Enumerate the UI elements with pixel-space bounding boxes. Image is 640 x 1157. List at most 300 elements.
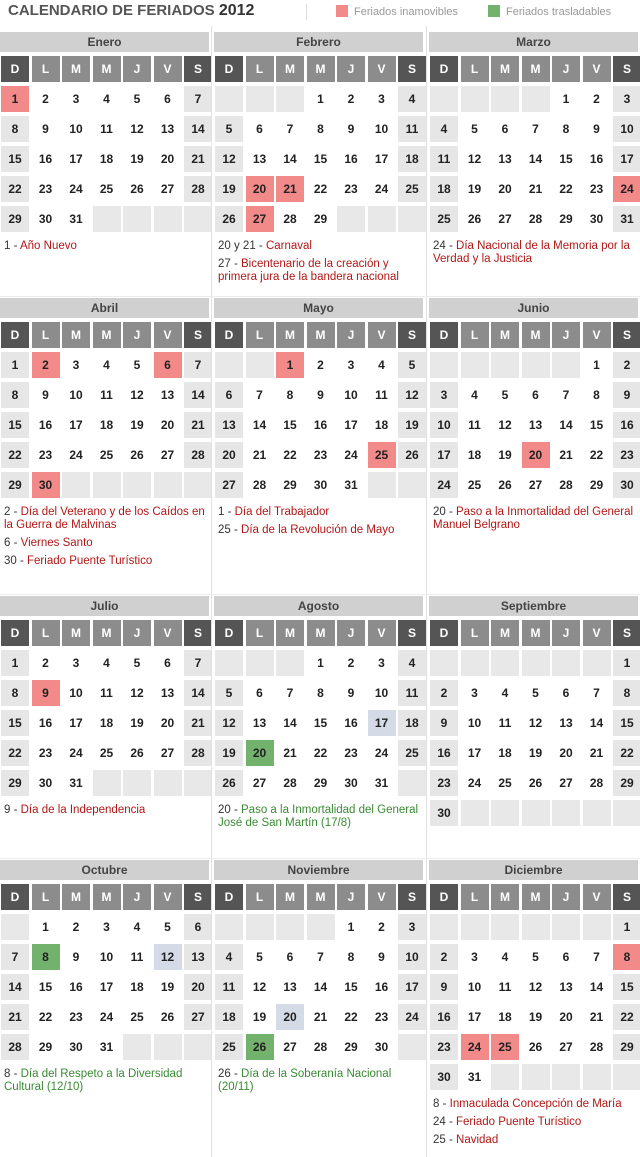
calendar-day: 4 [93, 352, 121, 378]
holiday-name: Feriado Puente Turístico [456, 1116, 582, 1128]
calendar-day: 9 [32, 382, 60, 408]
month-noviembre [214, 860, 423, 1099]
weekday-header: V [583, 56, 611, 82]
calendar-day: 17 [430, 442, 458, 468]
holiday-note [433, 1134, 634, 1147]
empty-day [215, 86, 243, 112]
holiday-note [433, 1098, 634, 1111]
month-grid [429, 322, 638, 502]
calendar-day: 18 [368, 412, 396, 438]
holiday-note [218, 1068, 419, 1094]
calendar-day: 4 [93, 86, 121, 112]
empty-day [491, 800, 519, 826]
calendar-day: 26 [522, 770, 550, 796]
month-grid [214, 56, 423, 236]
calendar-day: 4 [398, 86, 426, 112]
calendar-day: 25 [398, 740, 426, 766]
calendar-day: 24 [62, 176, 90, 202]
month-grid [0, 56, 209, 236]
calendar-day: 31 [62, 206, 90, 232]
calendar-day: 4 [93, 650, 121, 676]
calendar-day: 19 [461, 176, 489, 202]
holiday-notes [433, 1098, 634, 1147]
calendar-day: 14 [1, 974, 29, 1000]
calendar-day: 24 [93, 1004, 121, 1030]
calendar-day: 6 [246, 116, 274, 142]
weekday-header: M [276, 620, 304, 646]
calendar-day: 6 [184, 914, 212, 940]
month-septiembre [429, 596, 638, 834]
calendar-day: 11 [398, 116, 426, 142]
empty-day [215, 352, 243, 378]
calendar-day: 28 [1, 1034, 29, 1060]
calendar-day: 6 [154, 86, 182, 112]
weekday-header: D [1, 56, 29, 82]
holiday-day: 24 [613, 176, 640, 202]
calendar-day: 22 [337, 1004, 365, 1030]
holiday-day: 20 [246, 740, 274, 766]
calendar-day: 17 [613, 146, 640, 172]
holiday-note [218, 240, 419, 253]
holiday-name: Día de la Independencia [20, 804, 146, 816]
weekday-header: V [154, 620, 182, 646]
calendar-day: 2 [337, 86, 365, 112]
holiday-day: 30 [32, 472, 60, 498]
empty-day [276, 86, 304, 112]
empty-day [583, 800, 611, 826]
calendar-day: 29 [307, 770, 335, 796]
empty-day [93, 770, 121, 796]
weekday-header: D [215, 322, 243, 348]
calendar-day: 1 [32, 914, 60, 940]
holiday-note [218, 506, 419, 519]
weekday-header: L [246, 884, 274, 910]
weekday-header: M [62, 620, 90, 646]
calendar-day: 22 [307, 740, 335, 766]
empty-day [93, 472, 121, 498]
calendar-day: 28 [184, 740, 212, 766]
calendar-day: 24 [461, 770, 489, 796]
calendar-day: 21 [184, 710, 212, 736]
weekday-header: M [522, 56, 550, 82]
calendar-day: 8 [613, 680, 640, 706]
calendar-day: 14 [583, 974, 611, 1000]
calendar-day: 8 [337, 944, 365, 970]
weekday-header: J [552, 56, 580, 82]
holiday-date: 8 - [4, 1068, 21, 1080]
empty-day [123, 472, 151, 498]
calendar-day: 17 [368, 146, 396, 172]
calendar-day: 23 [32, 740, 60, 766]
empty-day [552, 352, 580, 378]
weekday-header: M [276, 884, 304, 910]
calendar-day: 14 [184, 116, 212, 142]
calendar-day: 15 [1, 710, 29, 736]
weekday-header: M [522, 884, 550, 910]
holiday-name: Carnaval [265, 240, 312, 252]
weekday-header: S [398, 322, 426, 348]
calendar-day: 23 [613, 442, 640, 468]
calendar-day: 15 [583, 412, 611, 438]
weekday-header: S [184, 620, 212, 646]
weekday-header: D [430, 620, 458, 646]
holiday-date: 20 - [218, 804, 242, 816]
weekday-header: M [62, 884, 90, 910]
month-octubre [0, 860, 209, 1099]
weekday-header: D [430, 56, 458, 82]
holiday-name: Día del Veterano y de los Caídos en la Guerra de Malvinas [4, 506, 205, 531]
calendar-day: 18 [491, 740, 519, 766]
calendar-day: 27 [246, 770, 274, 796]
weekday-header: M [307, 620, 335, 646]
holiday-date: 20 - [433, 506, 457, 518]
calendar-day: 27 [154, 740, 182, 766]
calendar-day: 28 [552, 472, 580, 498]
calendar-day: 18 [461, 442, 489, 468]
calendar-day: 14 [246, 412, 274, 438]
holiday-day: 9 [32, 680, 60, 706]
empty-day [184, 770, 212, 796]
month-abril [0, 298, 209, 573]
weekday-header: L [32, 620, 60, 646]
holiday-date: 1 - [4, 240, 20, 252]
empty-day [154, 472, 182, 498]
calendar-day: 12 [215, 146, 243, 172]
calendar-day: 18 [398, 146, 426, 172]
calendar-day: 16 [307, 412, 335, 438]
legend-swatch-red [336, 5, 348, 17]
calendar-day: 9 [337, 116, 365, 142]
empty-day [583, 1064, 611, 1090]
calendar-day: 13 [154, 680, 182, 706]
calendar-day: 18 [491, 1004, 519, 1030]
calendar-day: 13 [552, 974, 580, 1000]
calendar-day: 17 [62, 412, 90, 438]
empty-day [184, 206, 212, 232]
calendar-day: 13 [276, 974, 304, 1000]
month-name: Abril [0, 298, 209, 318]
calendar-day: 15 [613, 974, 640, 1000]
holiday-name: Año Nuevo [19, 240, 77, 252]
weekday-header: D [1, 884, 29, 910]
weekday-header: J [337, 620, 365, 646]
holiday-day: 8 [613, 944, 640, 970]
calendar-day: 7 [552, 382, 580, 408]
calendar-day: 25 [93, 740, 121, 766]
weekday-header: M [491, 620, 519, 646]
weekday-header: S [398, 620, 426, 646]
weekday-header: D [215, 884, 243, 910]
calendar-day: 17 [93, 974, 121, 1000]
calendar-day: 21 [522, 176, 550, 202]
calendar-day: 31 [461, 1064, 489, 1090]
month-name: Septiembre [429, 596, 638, 616]
calendar-day: 20 [491, 176, 519, 202]
calendar-day: 25 [93, 442, 121, 468]
calendar-day: 21 [184, 146, 212, 172]
month-name: Marzo [429, 32, 638, 52]
weekday-header: S [184, 322, 212, 348]
empty-day [1, 914, 29, 940]
weekday-header: L [246, 322, 274, 348]
calendar-day: 2 [307, 352, 335, 378]
calendar-day: 18 [93, 146, 121, 172]
calendar-day: 16 [32, 710, 60, 736]
calendar-day: 30 [32, 770, 60, 796]
calendar-day: 7 [1, 944, 29, 970]
calendar-day: 5 [215, 680, 243, 706]
weekday-header: S [613, 884, 640, 910]
weekday-header: J [123, 322, 151, 348]
empty-day [123, 1034, 151, 1060]
calendar-day: 27 [154, 176, 182, 202]
month-enero [0, 32, 209, 258]
month-name: Noviembre [214, 860, 423, 880]
month-febrero [214, 32, 423, 289]
calendar-day: 3 [62, 86, 90, 112]
calendar-day: 11 [93, 116, 121, 142]
calendar-day: 19 [398, 412, 426, 438]
calendar-day: 23 [62, 1004, 90, 1030]
month-grid [214, 620, 423, 800]
calendar-day: 23 [32, 176, 60, 202]
calendar-day: 4 [461, 382, 489, 408]
empty-day [154, 770, 182, 796]
calendar-day: 4 [398, 650, 426, 676]
weekday-header: D [1, 620, 29, 646]
calendar-day: 14 [276, 710, 304, 736]
column-divider [426, 26, 427, 1157]
calendar-day: 19 [246, 1004, 274, 1030]
weekday-header: L [32, 322, 60, 348]
calendar-day: 9 [430, 710, 458, 736]
calendar-day: 3 [62, 352, 90, 378]
calendar-day: 10 [368, 116, 396, 142]
holiday-day: 6 [154, 352, 182, 378]
calendar-day: 30 [337, 770, 365, 796]
calendar-day: 29 [276, 472, 304, 498]
calendar-day: 27 [522, 472, 550, 498]
holiday-notes [218, 506, 419, 537]
calendar-day: 13 [522, 412, 550, 438]
calendar-day: 28 [246, 472, 274, 498]
empty-day [368, 472, 396, 498]
holiday-day: 2 [32, 352, 60, 378]
calendar-day: 15 [276, 412, 304, 438]
calendar-day: 14 [552, 412, 580, 438]
calendar-day: 1 [307, 650, 335, 676]
calendar-day: 15 [32, 974, 60, 1000]
calendar-day: 10 [461, 710, 489, 736]
calendar-day: 13 [154, 382, 182, 408]
calendar-day: 5 [154, 914, 182, 940]
holiday-note [433, 240, 634, 266]
calendar-day: 26 [491, 472, 519, 498]
page-header [0, 0, 640, 26]
weekday-header: S [184, 884, 212, 910]
empty-day [491, 650, 519, 676]
calendar-day: 3 [368, 86, 396, 112]
calendar-day: 12 [123, 382, 151, 408]
legend-inamovibles: Feriados inamovibles [336, 5, 458, 18]
calendar-day: 10 [62, 116, 90, 142]
calendar-day: 17 [337, 412, 365, 438]
weekday-header: L [32, 884, 60, 910]
calendar-day: 22 [552, 176, 580, 202]
calendar-day: 2 [62, 914, 90, 940]
calendar-day: 23 [368, 1004, 396, 1030]
calendar-day: 11 [215, 974, 243, 1000]
empty-day [368, 206, 396, 232]
calendar-day: 12 [522, 974, 550, 1000]
holiday-name: Día del Respeto a la Diversidad Cultural (12/10) [4, 1068, 183, 1093]
holiday-date: 25 - [218, 524, 242, 536]
holiday-note [433, 506, 634, 532]
calendar-day: 29 [1, 206, 29, 232]
calendar-day: 2 [430, 680, 458, 706]
empty-day [215, 650, 243, 676]
calendar-day: 23 [430, 770, 458, 796]
calendar-day: 26 [123, 740, 151, 766]
calendar-day: 12 [215, 710, 243, 736]
calendar-day: 11 [368, 382, 396, 408]
calendar-day: 8 [583, 382, 611, 408]
weekday-header: M [62, 56, 90, 82]
holiday-name: Feriado Puente Turístico [27, 555, 153, 567]
holiday-notes [4, 506, 205, 568]
calendar-day: 14 [583, 710, 611, 736]
holiday-notes [433, 240, 634, 266]
month-julio [0, 596, 209, 822]
empty-day [522, 914, 550, 940]
empty-day [276, 650, 304, 676]
calendar-day: 22 [307, 176, 335, 202]
month-name: Diciembre [429, 860, 638, 880]
calendar-day: 1 [583, 352, 611, 378]
calendar-day: 5 [522, 680, 550, 706]
calendar-day: 3 [461, 944, 489, 970]
empty-day [522, 86, 550, 112]
calendar-day: 17 [62, 710, 90, 736]
weekday-header: D [430, 322, 458, 348]
month-grid [429, 620, 638, 830]
calendar-day: 2 [368, 914, 396, 940]
holiday-date: 9 - [4, 804, 21, 816]
holiday-name: Paso a la Inmortalidad del General Manuel Belgrano [433, 506, 634, 531]
calendar-day: 30 [307, 472, 335, 498]
calendar-day: 8 [1, 680, 29, 706]
calendar-day: 9 [368, 944, 396, 970]
calendar-day: 30 [32, 206, 60, 232]
month-diciembre [429, 860, 638, 1152]
calendar-day: 5 [246, 944, 274, 970]
calendar-day: 23 [337, 176, 365, 202]
month-marzo [429, 32, 638, 271]
calendar-day: 29 [337, 1034, 365, 1060]
empty-day [184, 1034, 212, 1060]
calendar-day: 24 [62, 740, 90, 766]
calendar-day: 28 [184, 442, 212, 468]
month-grid [214, 884, 423, 1064]
month-grid [0, 322, 209, 502]
calendar-day: 31 [93, 1034, 121, 1060]
weekday-header: L [461, 322, 489, 348]
calendar-day: 3 [430, 382, 458, 408]
calendar-day: 11 [398, 680, 426, 706]
empty-day [246, 914, 274, 940]
calendar-day: 8 [1, 382, 29, 408]
weekday-header: L [246, 620, 274, 646]
calendar-day: 15 [307, 710, 335, 736]
calendar-day: 15 [1, 412, 29, 438]
month-name: Octubre [0, 860, 209, 880]
calendar-day: 12 [461, 146, 489, 172]
empty-day [522, 650, 550, 676]
calendar-day: 3 [337, 352, 365, 378]
weekday-header: M [307, 884, 335, 910]
calendar-day: 22 [1, 176, 29, 202]
calendar-day: 7 [583, 944, 611, 970]
month-grid [429, 56, 638, 236]
calendar-day: 30 [583, 206, 611, 232]
calendar-day: 6 [246, 680, 274, 706]
weekday-header: V [583, 884, 611, 910]
calendar-day: 5 [123, 86, 151, 112]
weekday-header: D [215, 56, 243, 82]
calendar-day: 2 [32, 86, 60, 112]
holiday-note [4, 804, 205, 817]
calendar-day: 29 [32, 1034, 60, 1060]
calendar-day: 7 [307, 944, 335, 970]
calendar-day: 10 [461, 974, 489, 1000]
calendar-day: 20 [552, 1004, 580, 1030]
empty-day [522, 352, 550, 378]
empty-day [613, 1064, 640, 1090]
holiday-day: 25 [491, 1034, 519, 1060]
calendar-day: 21 [184, 412, 212, 438]
calendar-day: 5 [215, 116, 243, 142]
empty-day [215, 914, 243, 940]
month-junio [429, 298, 638, 537]
calendar-day: 3 [368, 650, 396, 676]
calendar-day: 2 [32, 650, 60, 676]
calendar-day: 4 [215, 944, 243, 970]
calendar-day: 20 [552, 740, 580, 766]
calendar-day: 7 [184, 86, 212, 112]
empty-day [461, 650, 489, 676]
weekday-header: V [154, 884, 182, 910]
calendar-day: 15 [337, 974, 365, 1000]
row-divider [0, 296, 640, 297]
holiday-day: 26 [246, 1034, 274, 1060]
calendar-day: 18 [123, 974, 151, 1000]
calendar-day: 5 [522, 944, 550, 970]
calendar-day: 29 [307, 206, 335, 232]
weekday-header: M [276, 322, 304, 348]
calendar-day: 20 [154, 710, 182, 736]
calendar-day: 21 [276, 740, 304, 766]
calendar-day: 22 [1, 740, 29, 766]
calendar-day: 31 [337, 472, 365, 498]
calendar-day: 24 [368, 176, 396, 202]
calendar-day: 8 [276, 382, 304, 408]
calendar-day: 11 [491, 710, 519, 736]
empty-day [123, 770, 151, 796]
calendar-day: 28 [583, 770, 611, 796]
calendar-day: 12 [398, 382, 426, 408]
holiday-note [218, 804, 419, 830]
calendar-day: 11 [93, 382, 121, 408]
